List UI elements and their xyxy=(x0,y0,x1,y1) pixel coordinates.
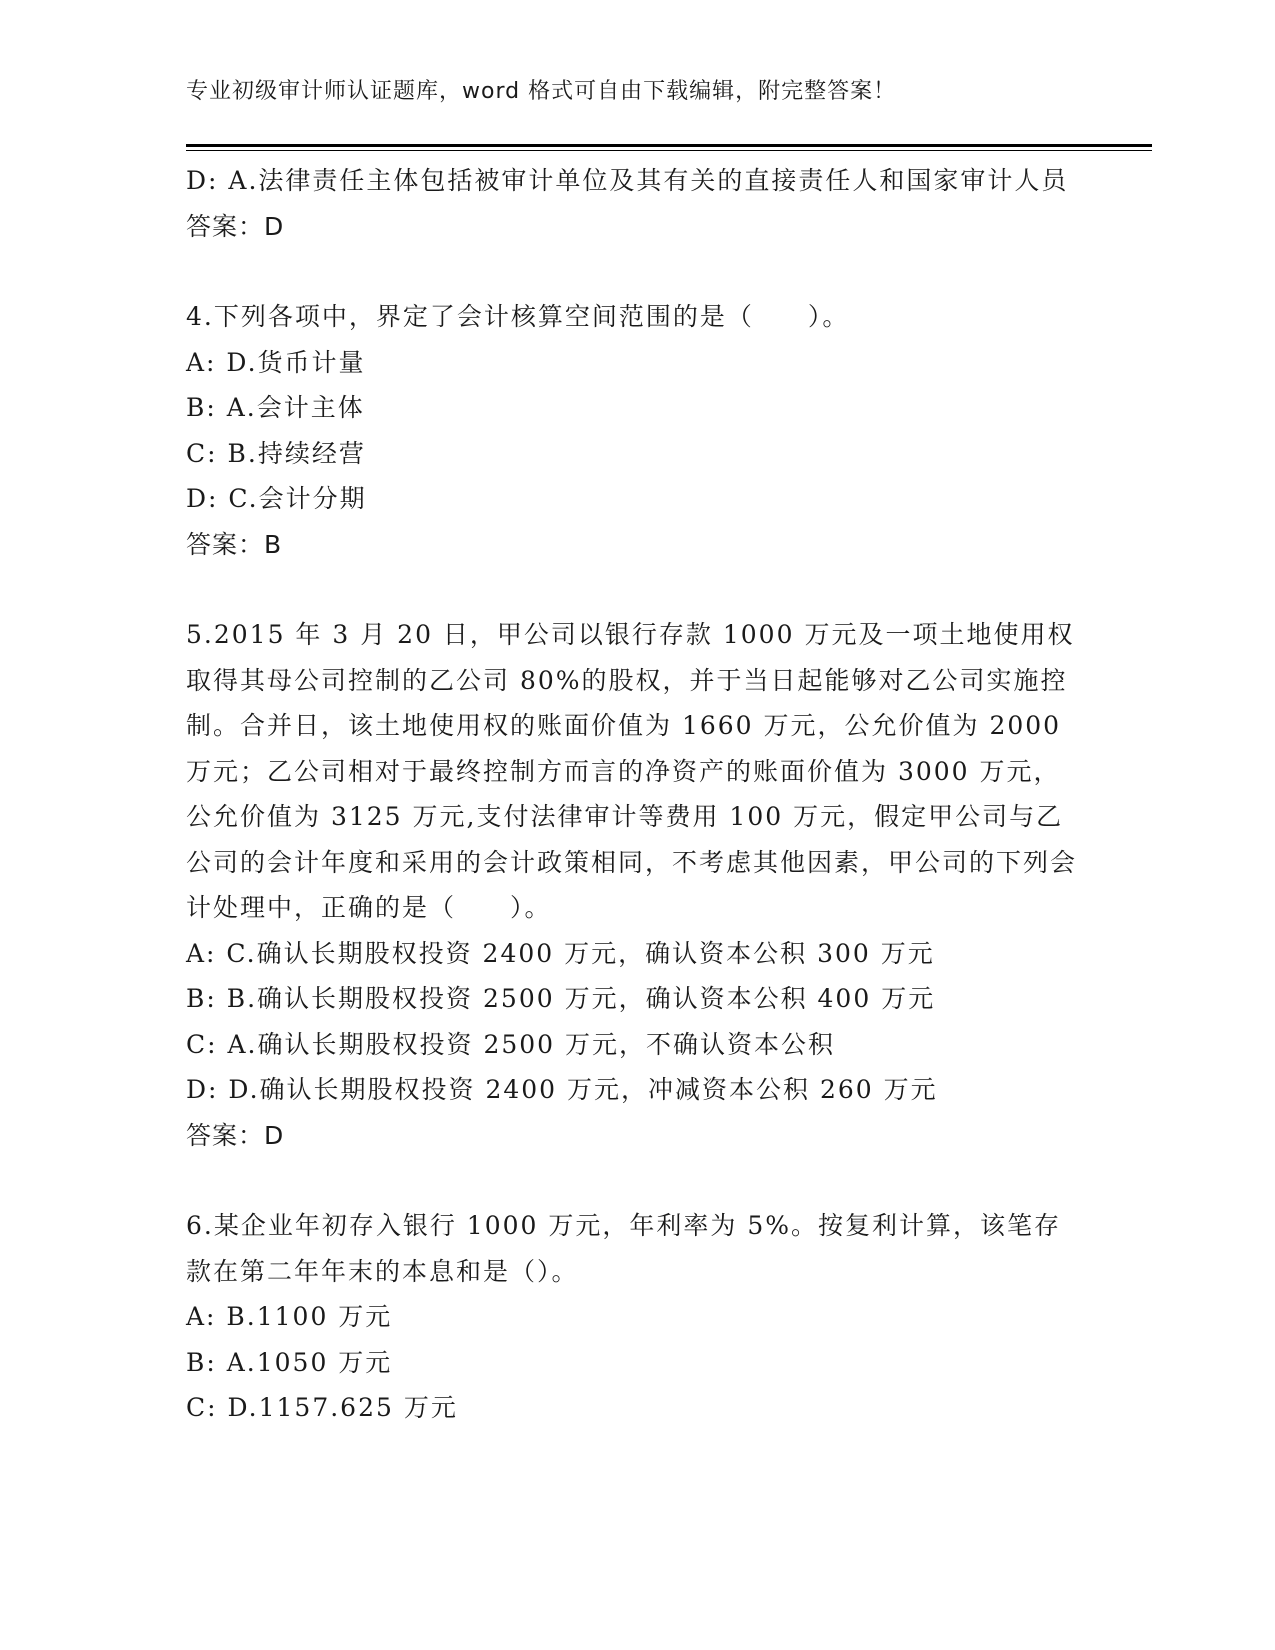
answer-line: 答案：D xyxy=(186,1120,285,1150)
question-stem: 4.下列各项中，界定了会计核算空间范围的是（ ）。 xyxy=(186,302,850,331)
option-d: D: C.会计分期 xyxy=(186,484,367,513)
option-b: B: B.确认长期股权投资 2500 万元，确认资本公积 400 万元 xyxy=(186,984,936,1013)
spacer xyxy=(186,249,1086,294)
option-c: C: D.1157.625 万元 xyxy=(186,1393,458,1422)
option-a: A: B.1100 万元 xyxy=(186,1302,393,1331)
header-rule-thick xyxy=(186,144,1152,147)
option-d: D: A.法律责任主体包括被审计单位及其有关的直接责任人和国家审计人员 xyxy=(186,166,1069,195)
question-stem: 6.某企业年初存入银行 1000 万元，年利率为 5%。按复利计算，该笔存款在第二年年末的本息和是（）。 xyxy=(186,1211,1061,1286)
option-d: D: D.确认长期股权投资 2400 万元，冲减资本公积 260 万元 xyxy=(186,1075,938,1104)
answer-line: 答案：B xyxy=(186,529,283,559)
answer-line: 答案：D xyxy=(186,211,285,241)
option-c: C: A.确认长期股权投资 2500 万元，不确认资本公积 xyxy=(186,1029,836,1059)
spacer xyxy=(186,567,1086,612)
header-rule-thin xyxy=(186,150,1152,151)
page-header: 专业初级审计师认证题库，word 格式可自由下载编辑，附完整答案！ xyxy=(186,79,897,104)
option-b: B: A.会计主体 xyxy=(186,393,365,422)
option-b: B: A.1050 万元 xyxy=(186,1347,393,1377)
question-content xyxy=(186,158,1086,1431)
spacer xyxy=(186,1158,1086,1203)
option-a: A: D.货币计量 xyxy=(186,347,366,377)
option-c: C: B.持续经营 xyxy=(186,438,366,468)
option-a: A: C.确认长期股权投资 2400 万元，确认资本公积 300 万元 xyxy=(186,938,935,968)
question-stem: 5.2015 年 3 月 20 日，甲公司以银行存款 1000 万元及一项土地使用权取得其母公司控制的乙公司 80%的股权，并于当日起能够对乙公司实施控制。合并日，该土地使用权的账面价值为 1660 万元，公允价值为 2000 万元；乙公司相对于最终控制方而言的净资产的账面价值为 3000 万元，公允价值为 3125 万元,支付法律审计等费用 100 万元，假定甲公司与乙公司的会计年度和采用的会计政策相同，不考虑其他因素，甲公司的下列会计处理中，正确的是（ ）。 xyxy=(186,620,1078,922)
